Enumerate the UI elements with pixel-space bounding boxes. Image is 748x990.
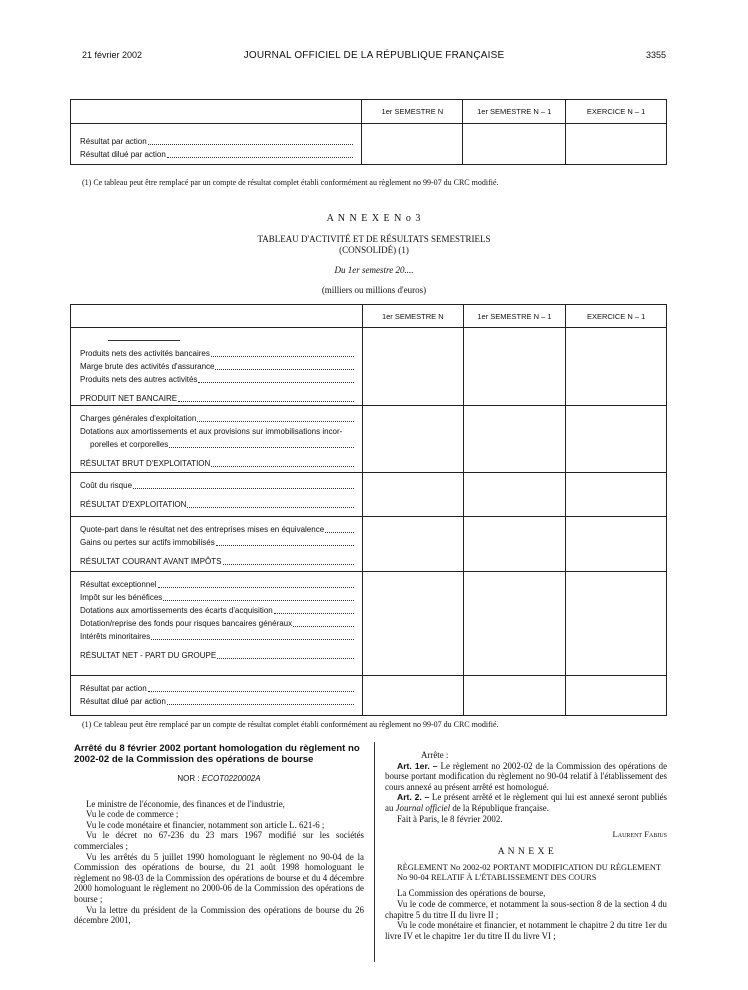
journal-ref: Journal officiel bbox=[395, 802, 451, 813]
row-label: Résultat dilué par action bbox=[80, 697, 166, 706]
nor-reference bbox=[74, 774, 364, 785]
t1-col-header: 1er SEMESTRE N bbox=[362, 100, 463, 124]
paragraph: La Commission des opérations de bourse, bbox=[397, 888, 546, 899]
value-cell bbox=[566, 328, 667, 406]
value-cell bbox=[566, 406, 667, 473]
value-cell bbox=[463, 124, 566, 165]
row-label: Résultat exceptionnel bbox=[80, 580, 157, 589]
decree-articles-column bbox=[385, 750, 667, 941]
value-cell bbox=[566, 124, 667, 165]
row-label: Intérêts minoritaires bbox=[80, 632, 151, 641]
paragraph: Vu le décret no 67-236 du 23 mars 1967 modifié sur les sociétés commerciales ; bbox=[74, 830, 364, 851]
row-label: Produits nets des activités bancaires bbox=[80, 349, 210, 358]
value-cell bbox=[566, 572, 667, 676]
paragraph: Vu la lettre du président de la Commission des opérations de bourse du 26 décembre 2001, bbox=[74, 904, 364, 926]
t1-col-header: 1er SEMESTRE N – 1 bbox=[463, 100, 566, 124]
article-text: Le règlement no 2002-02 de la Commission des opérations de bourse portant modification du règlement no 90-04 relatif à l'établissement des cours annexé au présent arrêté est homologué. bbox=[385, 760, 668, 792]
paragraph: Le ministre de l'économie, des finances et de l'industrie, bbox=[86, 798, 285, 809]
signatory: Laurent Fabius bbox=[612, 829, 667, 840]
t2-col-header: 1er SEMESTRE N – 1 bbox=[463, 305, 566, 328]
value-cell bbox=[362, 124, 463, 165]
row-label: Marge brute des activités d'assurance bbox=[80, 362, 215, 371]
t2-col-header: 1er SEMESTRE N bbox=[362, 305, 463, 328]
paragraph: Vu le code de commerce, et notamment la sous-section 8 de la section 4 du chapitre 5 du titre II du livre II ; bbox=[385, 898, 667, 920]
row-total: RÉSULTAT BRUT D'EXPLOITATION bbox=[80, 459, 211, 468]
annex-label: A N N E X E bbox=[497, 845, 555, 857]
row-label: Produits nets des autres activités bbox=[80, 375, 198, 384]
annex-title: TABLEAU D'ACTIVITÉ ET DE RÉSULTATS SEMESTRIELS bbox=[257, 234, 491, 244]
row-label: Dotations aux amortissements des écarts d'acquisition bbox=[80, 606, 273, 615]
row-total: RÉSULTAT D'EXPLOITATION bbox=[80, 500, 187, 509]
nor-label: NOR : bbox=[177, 774, 200, 783]
paragraph: Vu le code monétaire et financier, et notamment le chapitre 2 du titre 1er du livre IV et le chapitre 1er du titre II du livre VI ; bbox=[385, 920, 667, 941]
t1-col-empty bbox=[71, 100, 362, 124]
article-label: Art. 1er. – bbox=[397, 760, 438, 771]
value-cell bbox=[362, 676, 463, 716]
article-label: Art. 2. – bbox=[397, 792, 430, 803]
row-label: Dotations aux amortissements et aux provisions sur immobilisations incor- bbox=[80, 427, 343, 436]
table-group bbox=[71, 406, 363, 473]
row-label: Résultat dilué par action bbox=[80, 150, 166, 159]
t2-col-header: EXERCICE N – 1 bbox=[566, 305, 667, 328]
table-group bbox=[71, 473, 363, 517]
annex-heading: A N N E X E N o 3 bbox=[326, 213, 422, 224]
value-cell bbox=[463, 406, 566, 473]
summary-table bbox=[70, 99, 667, 165]
row-label: Quote-part dans le résultat net des entreprises mises en équivalence bbox=[80, 525, 325, 534]
value-cell bbox=[463, 517, 566, 572]
row-label: Dotation/reprise des fonds pour risques bancaires généraux bbox=[80, 619, 293, 628]
decree-title: Arrêté du 8 février 2002 portant homologation du règlement no 2002-02 de la Commission des opérations de bourse bbox=[74, 743, 360, 765]
article-text: de la République française. bbox=[450, 802, 549, 813]
article-text: Le présent arrêté et le règlement qui lui est annexé seront publiés au bbox=[385, 792, 668, 813]
row-label: Charges générales d'exploitation bbox=[80, 414, 197, 423]
t2-col-empty bbox=[71, 305, 363, 328]
value-cell bbox=[362, 572, 463, 676]
table-group bbox=[71, 328, 363, 406]
annex-subtitle: (CONSOLIDÉ) (1) bbox=[339, 245, 409, 255]
value-cell bbox=[566, 517, 667, 572]
t1-col-header: EXERCICE N – 1 bbox=[566, 100, 667, 124]
row-total: RÉSULTAT COURANT AVANT IMPÔTS bbox=[80, 557, 222, 566]
value-cell bbox=[362, 473, 463, 517]
value-cell bbox=[463, 572, 566, 676]
row-total: RÉSULTAT NET - PART DU GROUPE bbox=[80, 651, 217, 660]
annex-units: (milliers ou millions d'euros) bbox=[321, 285, 427, 295]
nor-value: ECOT0220002A bbox=[201, 774, 261, 783]
value-cell bbox=[566, 676, 667, 716]
value-cell bbox=[463, 328, 566, 406]
value-cell bbox=[566, 473, 667, 517]
table-footnote: (1) Ce tableau peut être remplacé par un compte de résultat complet établi conformément au règlement no 99-07 du CRC modifié. bbox=[82, 178, 499, 187]
annex-period: Du 1er semestre 20.... bbox=[334, 265, 414, 275]
value-cell bbox=[362, 406, 463, 473]
row-label: porelles et corporelles bbox=[90, 440, 169, 449]
table-group bbox=[71, 517, 363, 572]
t1-label-cell bbox=[71, 124, 362, 165]
row-total: PRODUIT NET BANCAIRE bbox=[80, 394, 178, 403]
paragraph: Vu les arrêtés du 5 juillet 1990 homologuant le règlement no 90-04 de la Commission des opérations de bourse, du 21 août 1998 homologuant le règlement no 98-03 de la Commission des opérations de bourse et du 4 décembre 2000 homologuant le règlement no 2000-06 de la Commission des opérations de bourse ; bbox=[74, 851, 364, 904]
header-date: 21 février 2002 bbox=[82, 50, 143, 60]
value-cell bbox=[463, 676, 566, 716]
paragraph: Vu le code monétaire et financier, notamment son article L. 621-6 ; bbox=[86, 819, 325, 830]
column-divider bbox=[374, 742, 375, 962]
page-number: 3355 bbox=[645, 50, 666, 60]
signing-place: Fait à Paris, le 8 février 2002. bbox=[397, 813, 503, 824]
row-label: Impôt sur les bénéfices bbox=[80, 593, 163, 602]
row-label: Résultat par action bbox=[80, 684, 147, 693]
journal-title: JOURNAL OFFICIEL DE LA RÉPUBLIQUE FRANÇAISE bbox=[243, 50, 505, 61]
value-cell bbox=[362, 328, 463, 406]
row-label: Coût du risque bbox=[80, 481, 133, 490]
paragraph: Vu le code de commerce ; bbox=[86, 809, 179, 820]
regulation-title: RÈGLEMENT No 2002-02 PORTANT MODIFICATION DU RÈGLEMENT No 90-04 RELATIF À L'ÉTABLISSEMENT DES COURS bbox=[397, 863, 661, 883]
table-group bbox=[71, 676, 363, 716]
table-group bbox=[71, 572, 363, 676]
row-label: Résultat par action bbox=[80, 137, 147, 146]
arrete-label: Arrête : bbox=[421, 750, 449, 760]
activity-results-table bbox=[70, 304, 667, 716]
value-cell bbox=[362, 517, 463, 572]
decree-column bbox=[74, 744, 364, 926]
table-footnote: (1) Ce tableau peut être remplacé par un compte de résultat complet établi conformément au règlement no 99-07 du CRC modifié. bbox=[82, 720, 499, 729]
row-label: Gains ou pertes sur actifs immobilisés bbox=[80, 538, 215, 547]
value-cell bbox=[463, 473, 566, 517]
